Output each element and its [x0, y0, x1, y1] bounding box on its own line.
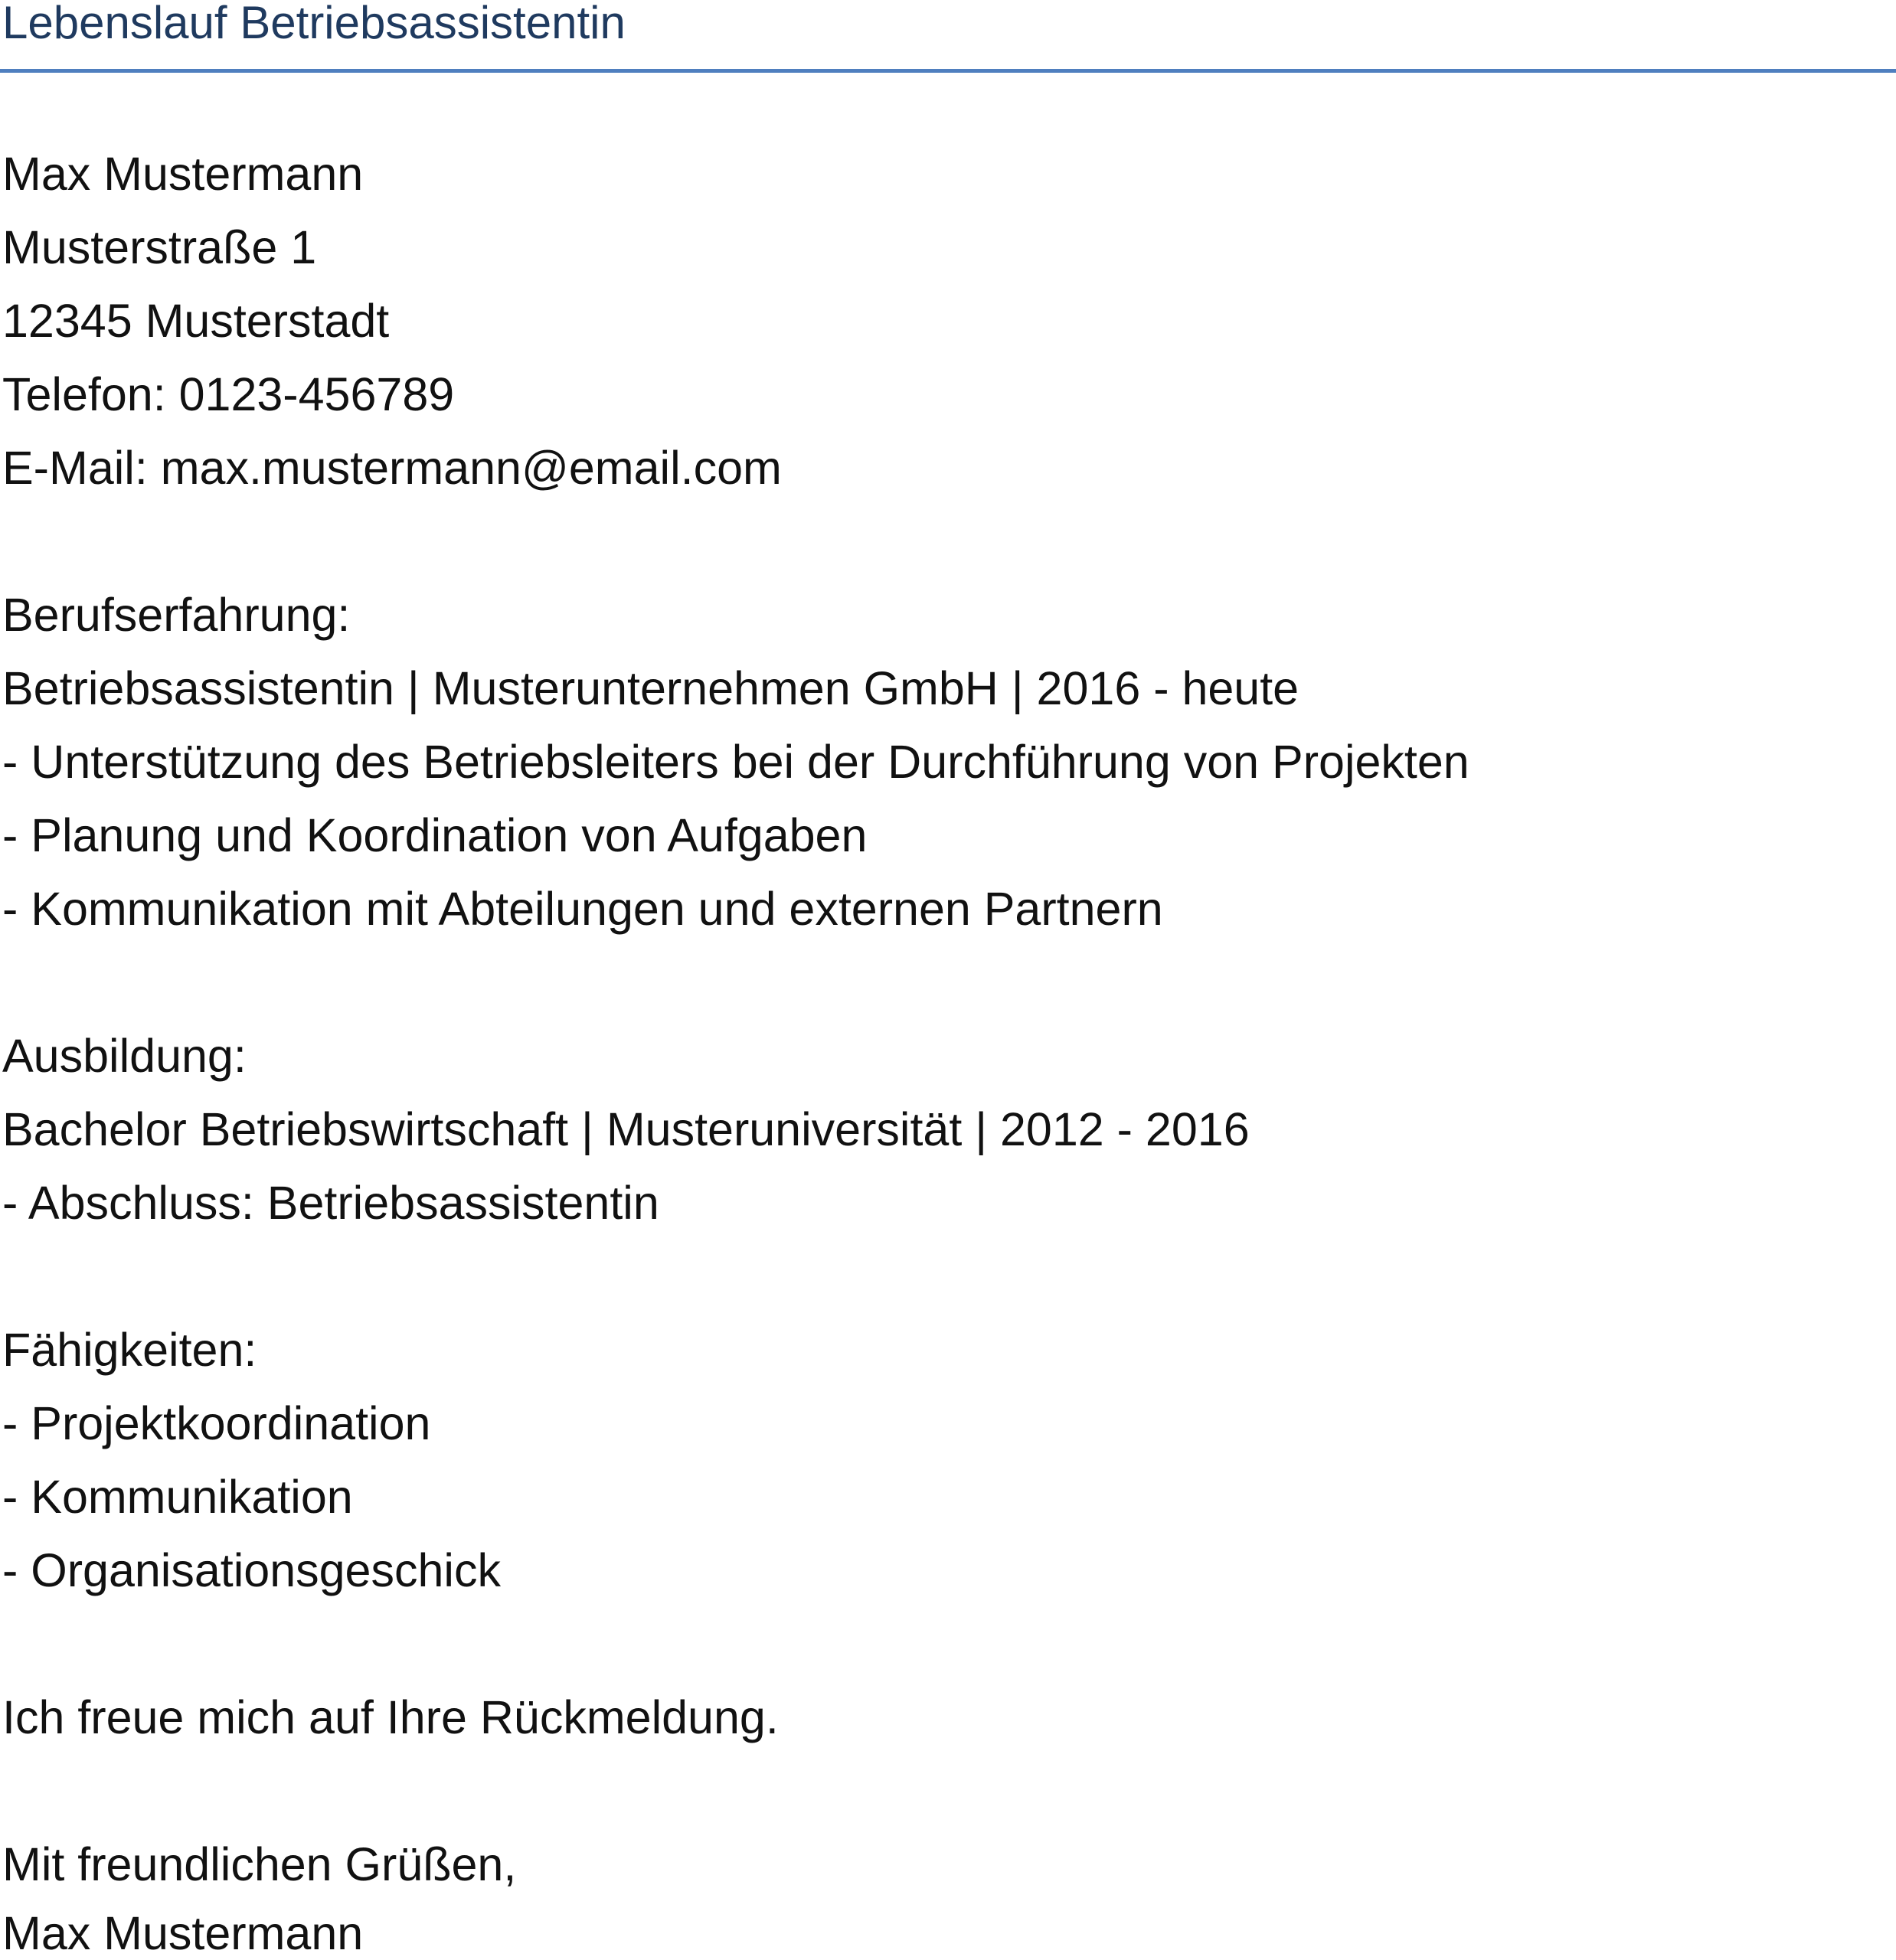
signature-name: Max Mustermann [2, 1907, 364, 1959]
skills-bullet: - Projektkoordination [2, 1397, 431, 1449]
closing-sentence: Ich freue mich auf Ihre Rückmeldung. [2, 1691, 779, 1743]
education-degree: Bachelor Betriebswirtschaft | Musteruniversität | 2012 - 2016 [2, 1103, 1250, 1155]
skills-heading: Fähigkeiten: [2, 1324, 257, 1376]
contact-city: 12345 Musterstadt [2, 295, 390, 347]
experience-bullet: - Unterstützung des Betriebsleiters bei der Durchführung von Projekten [2, 736, 1469, 788]
document-title: Lebenslauf Betriebsassistentin [2, 0, 626, 48]
skills-bullet: - Kommunikation [2, 1471, 353, 1523]
experience-bullet: - Planung und Koordination von Aufgaben [2, 809, 868, 861]
contact-name: Max Mustermann [2, 148, 364, 200]
contact-phone: Telefon: 0123-456789 [2, 368, 455, 420]
title-underline [0, 69, 1896, 73]
education-bullet: - Abschluss: Betriebsassistentin [2, 1177, 659, 1229]
salutation: Mit freundlichen Grüßen, [2, 1838, 517, 1890]
contact-email: E-Mail: max.mustermann@email.com [2, 442, 782, 494]
experience-position: Betriebsassistentin | Musterunternehmen GmbH | 2016 - heute [2, 662, 1299, 714]
skills-bullet: - Organisationsgeschick [2, 1544, 501, 1596]
education-heading: Ausbildung: [2, 1030, 247, 1082]
contact-street: Musterstraße 1 [2, 221, 317, 273]
experience-heading: Berufserfahrung: [2, 589, 351, 641]
experience-bullet: - Kommunikation mit Abteilungen und externen Partnern [2, 883, 1163, 935]
